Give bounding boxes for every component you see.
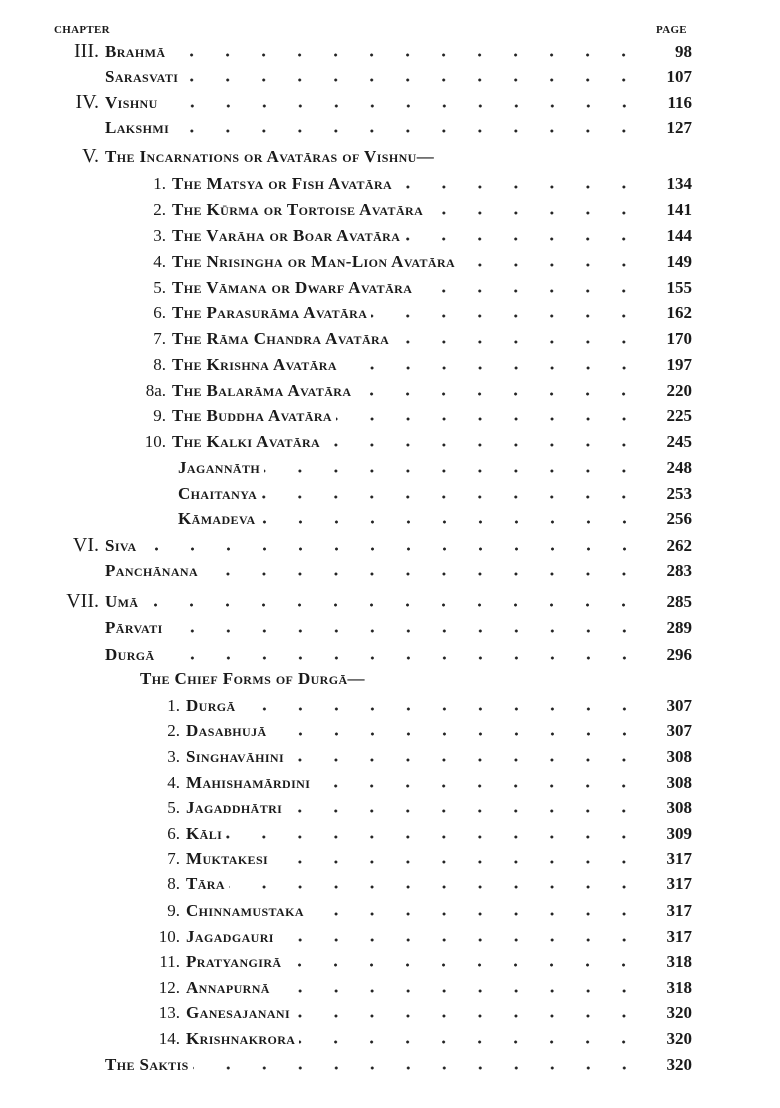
entry-page: 317 — [666, 901, 692, 920]
toc-entry — [0, 65, 780, 89]
entry-number: 2. — [153, 200, 166, 219]
entry-page: 262 — [666, 536, 692, 555]
toc-entry — [0, 482, 780, 506]
entry-number: 3. — [167, 747, 180, 766]
entry-title: The Kalki Avatāra — [172, 432, 321, 451]
entry-page: 320 — [666, 1055, 692, 1074]
dot-leader — [416, 276, 642, 293]
dot-leader — [264, 456, 642, 473]
entry-page: 285 — [666, 592, 692, 611]
toc-entry — [0, 771, 780, 795]
toc-entry — [0, 327, 780, 351]
entry-page: 197 — [666, 355, 692, 374]
dot-leader — [278, 925, 642, 942]
entry-page: 320 — [666, 1029, 692, 1048]
entry-title: Ganesajanani — [186, 1003, 291, 1022]
dot-leader — [393, 327, 642, 344]
dot-leader — [226, 822, 642, 839]
toc-entry — [0, 534, 780, 558]
dot-leader — [294, 1001, 642, 1018]
entry-page: 307 — [666, 696, 692, 715]
entry-title: The Krishna Avatāra — [172, 355, 337, 374]
dot-leader — [142, 590, 642, 607]
entry-title: Mahishamārdini — [186, 773, 311, 792]
toc-entry — [0, 1053, 780, 1077]
dot-leader — [162, 91, 642, 108]
toc-entry — [0, 456, 780, 480]
dot-leader — [159, 643, 642, 660]
entry-page: 144 — [666, 226, 692, 245]
dot-leader — [314, 771, 642, 788]
dot-leader — [371, 301, 642, 318]
entry-number: VI. — [72, 534, 99, 556]
dot-leader — [202, 559, 642, 576]
chapter-column-label: CHAPTER — [54, 24, 110, 36]
dot-leader — [308, 899, 642, 916]
entry-title: Chinnamustaka — [186, 901, 304, 920]
entry-number: 5. — [153, 278, 166, 297]
entry-title: Pratyangirā — [186, 952, 282, 971]
entry-page: 170 — [666, 329, 692, 348]
entry-number: 4. — [153, 252, 166, 271]
entry-page: 283 — [666, 561, 692, 580]
entry-page: 141 — [666, 200, 692, 219]
entry-title: Vishnu — [105, 93, 158, 112]
entry-title: Durgā — [105, 645, 155, 664]
entry-title: The Vāmana or Dwarf Avatāra — [172, 278, 413, 297]
toc-entry — [0, 796, 780, 820]
entry-title: Jagannāth — [178, 458, 261, 477]
entry-number: 13. — [158, 1003, 180, 1022]
entry-title: The Rāma Chandra Avatāra — [172, 329, 390, 348]
entry-title: The Nrisingha or Man-Lion Avatāra — [172, 252, 456, 271]
entry-number: 6. — [167, 824, 180, 843]
entry-title: The Matsya or Fish Avatāra — [172, 174, 393, 193]
toc-entry — [0, 507, 780, 531]
entry-title: Panchānana — [105, 561, 199, 580]
entry-title: The Kūrma or Tortoise Avatāra — [172, 200, 424, 219]
entry-page: 320 — [666, 1003, 692, 1022]
entry-title: Sarasvati — [105, 67, 179, 86]
entry-title: Muktakesi — [186, 849, 269, 868]
entry-page: 308 — [666, 798, 692, 817]
entry-title: Siva — [105, 536, 137, 555]
toc-entry — [0, 430, 780, 454]
entry-page: 107 — [666, 67, 692, 86]
toc-entry — [0, 694, 780, 718]
entry-title: Pārvati — [105, 618, 163, 637]
entry-title: Lakshmi — [105, 118, 170, 137]
entry-title: Jagadgauri — [186, 927, 274, 946]
entry-page: 245 — [666, 432, 692, 451]
entry-number: 9. — [153, 406, 166, 425]
entry-page: 317 — [666, 849, 692, 868]
entry-number: 8a. — [145, 381, 166, 400]
entry-page: 256 — [666, 509, 692, 528]
dot-leader — [260, 507, 642, 524]
entry-number: 8. — [153, 355, 166, 374]
entry-number: 11. — [159, 952, 180, 971]
entry-page: 308 — [666, 747, 692, 766]
entry-page: 248 — [666, 458, 692, 477]
toc-entry — [0, 250, 780, 274]
toc-entry — [0, 745, 780, 769]
dot-leader — [341, 353, 642, 370]
toc-entry — [0, 976, 780, 1000]
entry-number: 2. — [167, 721, 180, 740]
toc-entry — [0, 822, 780, 846]
toc-entry — [0, 559, 780, 583]
entry-page: 116 — [667, 93, 692, 112]
toc-entry — [0, 616, 780, 640]
toc-entry — [0, 590, 780, 614]
dot-leader — [324, 430, 642, 447]
entry-page: 155 — [666, 278, 692, 297]
entry-page: 307 — [666, 721, 692, 740]
entry-number: 4. — [167, 773, 180, 792]
toc-entry — [0, 899, 780, 923]
toc-entry — [0, 353, 780, 377]
entry-title: Brahmā — [105, 42, 166, 61]
toc-entry — [0, 172, 780, 196]
entry-number: 7. — [153, 329, 166, 348]
dot-leader — [286, 796, 642, 813]
dot-leader — [459, 250, 642, 267]
entry-page: 98 — [675, 42, 692, 61]
entry-number: 7. — [167, 849, 180, 868]
toc-entry — [0, 1001, 780, 1025]
page-column-label: PAGE — [656, 24, 687, 36]
entry-title: The Balarāma Avatāra — [172, 381, 352, 400]
entry-title: The Parasurāma Avatāra — [172, 303, 368, 322]
dot-leader — [193, 1053, 642, 1070]
entry-number: 3. — [153, 226, 166, 245]
entry-page: 220 — [666, 381, 692, 400]
toc-entry — [0, 1027, 780, 1051]
toc-entry — [0, 719, 780, 743]
entry-title: Tāra — [186, 874, 225, 893]
entry-number: 10. — [158, 927, 180, 946]
toc-entry — [0, 276, 780, 300]
dot-leader — [167, 616, 642, 633]
dot-leader — [274, 976, 642, 993]
entry-number: 6. — [153, 303, 166, 322]
dot-leader — [272, 847, 642, 864]
entry-number: 12. — [158, 978, 180, 997]
dot-leader — [169, 40, 642, 57]
dot-leader — [288, 745, 642, 762]
entry-title: The Saktis — [105, 1055, 189, 1074]
entry-page: 253 — [666, 484, 692, 503]
dot-leader — [271, 719, 642, 736]
entry-page: 318 — [666, 952, 692, 971]
toc-entry — [0, 847, 780, 871]
entry-number: 9. — [167, 901, 180, 920]
dot-leader — [173, 116, 642, 133]
entry-title: Jagaddhātri — [186, 798, 283, 817]
dot-leader — [336, 404, 642, 421]
entry-number: 1. — [167, 696, 180, 715]
dot-leader — [285, 950, 642, 967]
dot-leader — [141, 534, 642, 551]
entry-page: 127 — [666, 118, 692, 137]
entry-title: Kāli — [186, 824, 223, 843]
entry-title: The Incarnations or Avatāras of Vishnu— — [105, 147, 435, 166]
entry-title: The Chief Forms of Durgā— — [140, 669, 365, 688]
entry-title: The Varāha or Boar Avatāra — [172, 226, 401, 245]
dot-leader — [229, 872, 642, 889]
toc-entry — [0, 145, 780, 169]
toc-entry — [0, 643, 780, 667]
toc-entry — [0, 925, 780, 949]
toc-entry — [0, 224, 780, 248]
entry-page: 309 — [666, 824, 692, 843]
entry-number: III. — [74, 40, 99, 62]
toc-entry — [0, 950, 780, 974]
entry-page: 289 — [666, 618, 692, 637]
entry-title: Kāmadeva — [178, 509, 256, 528]
entry-page: 296 — [666, 645, 692, 664]
dot-leader — [261, 482, 642, 499]
entry-title: Singhavāhini — [186, 747, 285, 766]
toc-entry — [0, 872, 780, 896]
entry-page: 308 — [666, 773, 692, 792]
entry-page: 162 — [666, 303, 692, 322]
entry-title: Durgā — [186, 696, 236, 715]
dot-leader — [396, 172, 642, 189]
dot-leader — [182, 65, 642, 82]
entry-title: Chaitanya — [178, 484, 258, 503]
entry-page: 134 — [666, 174, 692, 193]
toc-entry — [0, 669, 780, 693]
toc-entry — [0, 198, 780, 222]
entry-number: 8. — [167, 874, 180, 893]
entry-page: 317 — [666, 874, 692, 893]
entry-number: V. — [82, 145, 99, 167]
entry-title: Krishnakrora — [186, 1029, 296, 1048]
entry-number: VII. — [66, 590, 99, 612]
dot-leader — [299, 1027, 642, 1044]
entry-number: 1. — [153, 174, 166, 193]
toc-entry — [0, 40, 780, 64]
toc-entry — [0, 404, 780, 428]
entry-title: The Buddha Avatāra — [172, 406, 332, 425]
dot-leader — [355, 379, 642, 396]
entry-title: Dasabhujā — [186, 721, 267, 740]
toc-entry — [0, 116, 780, 140]
entry-page: 225 — [666, 406, 692, 425]
toc-entry — [0, 91, 780, 115]
entry-title: Umā — [105, 592, 139, 611]
dot-leader — [240, 694, 642, 711]
entry-title: Annapurnā — [186, 978, 270, 997]
entry-number: 10. — [144, 432, 166, 451]
entry-page: 318 — [666, 978, 692, 997]
toc-entry — [0, 379, 780, 403]
entry-number: 14. — [158, 1029, 180, 1048]
toc-entry — [0, 301, 780, 325]
entry-page: 149 — [666, 252, 692, 271]
dot-leader — [427, 198, 642, 215]
dot-leader — [404, 224, 642, 241]
entry-number: 5. — [167, 798, 180, 817]
entry-number: IV. — [75, 91, 99, 113]
entry-page: 317 — [666, 927, 692, 946]
